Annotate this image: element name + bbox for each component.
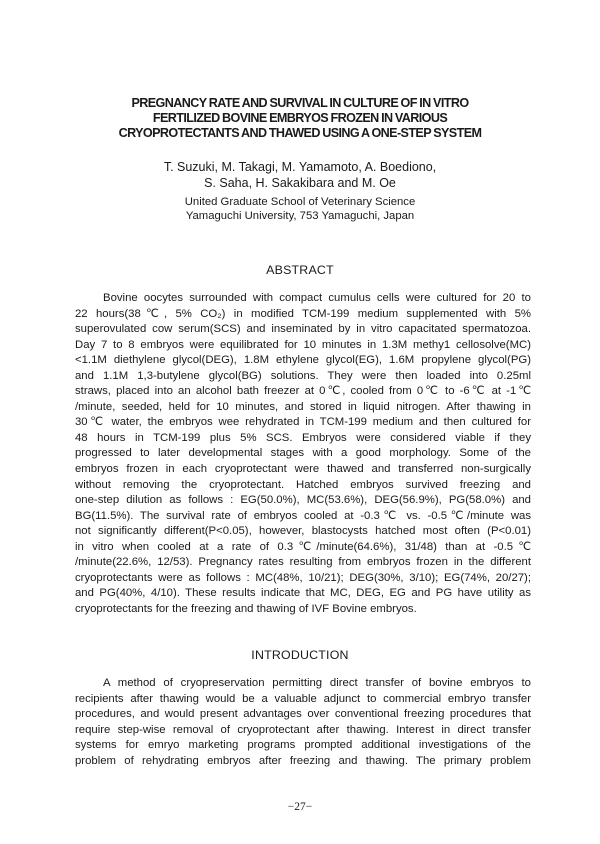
abstract-line: cryoprotectants were as follows : MC(48%, 10/21); DEG(30%, 3/10); EG(74%, 20/27); [75,571,531,584]
abstract-line: in vitro when cooled at a rate of 0.3℃/minute(64.6%), 31/48) than at -0.5℃ [75,540,531,553]
abstract-line: embryos frozen in each cryoprotectant were thawed and transferred non-surgically [75,463,531,476]
intro-line: systems for emryo marketing programs prompted additional investigations of the [75,739,531,752]
abstract-line: 22 hours(38℃, 5% CO₂) in modified TCM-199 medium supplemented with 5% [75,307,531,320]
title-line: FERTILIZED BOVINE EMBRYOS FROZEN IN VARIOUS [152,111,448,125]
abstract-line: and 1.1M 1,3-butylene glycol(BG) solutions. They were then loaded into 0.25ml [75,369,531,382]
abstract-line: 30℃ water, the embryos wee rehydrated in TCM-199 medium and then cultured for [75,416,531,429]
abstract-line: progressed to later developmental stages with a good morphology. Some of the [75,447,531,460]
abstract-line: one-step dilution as follows : EG(50.0%), MC(53.6%), DEG(56.9%), PG(58.0%) and [75,494,531,507]
abstract-line: superovulated cow serum(SCS) and inseminated by in vitro capacitated spermatozoa. [75,323,531,336]
introduction-heading: INTRODUCTION [251,648,349,662]
abstract-heading: ABSTRACT [266,263,334,277]
abstract-line: /minute(22.6%, 12/53). Pregnancy rates resulting from embryos frozen in the different [75,556,531,569]
abstract-line: cryoprotectants for the freezing and thawing of IVF Bovine embryos. [75,602,417,615]
abstract-line: and PG(40%, 4/10). These results indicate that MC, DEG, EG and PG have utility as [75,587,531,600]
authors-line: S. Saha, H. Sakakibara and M. Oe [204,175,396,190]
affiliation-line: Yamaguchi University, 753 Yamaguchi, Japan [185,209,415,222]
paper-title [80,96,520,141]
abstract-line: Bovine oocytes surrounded with compact cumulus cells were cultured for 20 to [103,292,531,304]
abstract-line: Day 7 to 8 embryos were equilibrated for 10 minutes in 1.3M methy1 cellosolve(MC) [75,338,531,351]
authors-line: T. Suzuki, M. Takagi, M. Yamamoto, A. Boediono, [163,160,437,174]
abstract-line: without removing the cryoprotectant. Hatched embryos survived freezing and [75,478,531,491]
abstract-line: straws, placed into an alcohol bath freezer at 0℃, cooled from 0℃ to -6℃ at -1℃ [75,385,531,398]
abstract-line: not significantly different(P<0.05), however, blastocysts hatched most often (P<0.01) [75,525,531,538]
intro-line: A method of cryopreservation permitting direct transfer of bovine embryos to [103,677,531,689]
intro-line: problem of rehydrating embryos after freezing and thawing. The primary problem [75,754,531,767]
abstract-line: /minute, seeded, held for 10 minutes, and stored in liquid nitrogen. After thawing in [75,400,531,413]
abstract-body [75,291,531,617]
intro-line: require step-wise removal of cryoprotectant after thawing. Interest in direct transfer [75,723,531,736]
intro-line: procedures, and would present advantages over conventional freezing procedures that [75,708,531,721]
affiliation-line: United Graduate School of Veterinary Science [184,196,416,208]
page-number: −27− [287,801,313,813]
intro-line: recipients after thawing would be a valuable adjunct to commercial embryo transfer [75,692,531,705]
author-list [100,160,500,191]
abstract-line: BG(11.5%). The survival rate of embryos cooled at -0.3℃ vs. -0.5℃/minute was [75,509,531,522]
title-line: PREGNANCY RATE AND SURVIVAL IN CULTURE OF IN VITRO [131,96,469,110]
title-line: CRYOPROTECTANTS AND THAWED USING A ONE-STEP SYSTEM [118,126,482,140]
affiliation [100,196,500,224]
abstract-line: 48 hours in TCM-199 plus 5% SCS. Embryos were considered viable if they [75,431,531,444]
introduction-body [75,676,531,769]
abstract-line: <1.1M diethylene glycol(DEG), 1.8M ethylene glycol(EG), 1.6M propylene glycol(PG) [75,354,531,367]
